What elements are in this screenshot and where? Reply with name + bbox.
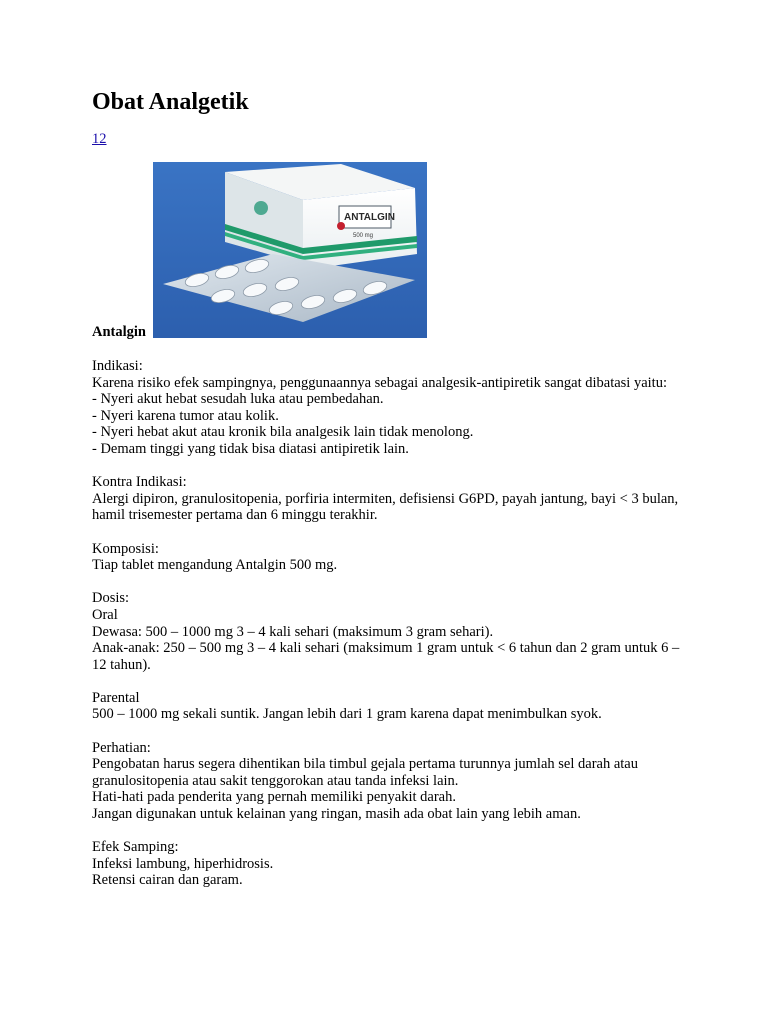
section-line: Retensi cairan dan garam. [92, 872, 243, 889]
section-heading: Dosis: [92, 590, 130, 607]
section-0 [92, 358, 692, 458]
section-line: - Nyeri hebat akut atau kronik bila analgesik lain tidak menolong. [92, 424, 474, 441]
section-heading: Kontra Indikasi: [92, 474, 187, 491]
section-line: - Nyeri karena tumor atau kolik. [92, 407, 279, 424]
product-name: Antalgin [92, 324, 146, 340]
antalgin-box-image [153, 162, 427, 338]
section-4 [92, 690, 692, 723]
antalgin-box-illustration [153, 162, 427, 338]
section-line: Pengobatan harus segera dihentikan bila timbul gejala pertama turunnya jumlah sel darah atau granulositopenia atau sakit tenggorokan atau tanda infeksi lain. [92, 756, 642, 789]
section-heading: Indikasi: [92, 358, 143, 374]
section-line: - Nyeri akut hebat sesudah luka atau pembedahan. [92, 391, 384, 408]
section-line: Dewasa: 500 – 1000 mg 3 – 4 kali sehari (maksimum 3 gram sehari). [92, 623, 494, 640]
section-heading: Komposisi: [92, 540, 159, 557]
article-body [92, 358, 692, 906]
section-line: 500 – 1000 mg sekali suntik. Jangan lebih dari 1 gram karena dapat menimbulkan syok. [92, 706, 602, 723]
section-line: Alergi dipiron, granulositopenia, porfiria intermiten, defisiensi G6PD, payah jantung, bayi < 3 bulan, hamil trisemester pertama dan 6 minggu terakhir. [92, 490, 682, 524]
section-line: Infeksi lambung, hiperhidrosis. [92, 855, 274, 872]
section-5 [92, 740, 692, 823]
section-heading: Parental [92, 689, 140, 706]
section-line: Jangan digunakan untuk kelainan yang ringan, masih ada obat lain yang lebih aman. [92, 806, 581, 823]
page-number-link[interactable]: 12 [92, 131, 107, 147]
section-heading: Perhatian: [92, 739, 151, 756]
section-2 [92, 541, 692, 574]
page-title: Obat Analgetik [92, 89, 249, 115]
section-line: Oral [92, 606, 118, 623]
section-line: - Demam tinggi yang tidak bisa diatasi antipiretik lain. [92, 440, 409, 457]
section-1 [92, 474, 692, 524]
box-brand-text: ANTALGIN [344, 212, 395, 223]
section-3 [92, 590, 692, 673]
box-strength-text: 500 mg [353, 233, 374, 239]
section-heading: Efek Samping: [92, 839, 179, 856]
section-6 [92, 839, 692, 889]
section-line: Karena risiko efek sampingnya, penggunaannya sebagai analgesik-antipiretik sangat dibatasi yaitu: [92, 374, 667, 391]
section-line: Hati-hati pada penderita yang pernah memiliki penyakit darah. [92, 789, 456, 806]
section-line: Anak-anak: 250 – 500 mg 3 – 4 kali sehari (maksimum 1 gram untuk < 6 tahun dan 2 gram untuk 6 – 12 tahun). [92, 640, 683, 673]
section-line: Tiap tablet mengandung Antalgin 500 mg. [92, 557, 338, 574]
product-row [92, 162, 592, 338]
